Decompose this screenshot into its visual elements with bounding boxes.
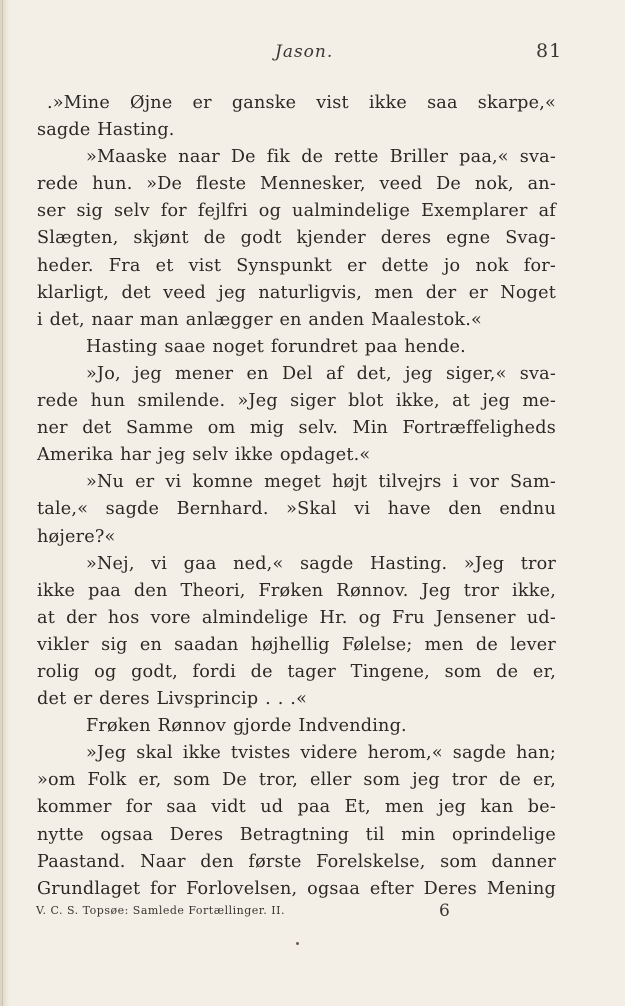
text-line: klarligt, det veed jeg naturligvis, men der er Noget	[37, 282, 556, 303]
text-line: ser sig selv for fejlfri og ualmindelige Exemplarer af	[37, 201, 556, 222]
text-line: at der hos vore almindelige Hr. og Fru Jensener ud-	[37, 607, 556, 628]
running-head-title: Jason.	[275, 42, 334, 62]
text-line: i det, naar man anlægger en anden Maalestok.«	[37, 309, 482, 330]
text-line: »om Folk er, som De tror, eller som jeg tror de er,	[37, 770, 556, 791]
text-line: »Nej, vi gaa ned,« sagde Hasting. »Jeg tror	[86, 553, 556, 574]
text-line: Slægten, skjønt de godt kjender deres egne Svag-	[37, 228, 556, 249]
text-line: rede hun smilende. »Jeg siger blot ikke, at jeg me-	[37, 391, 556, 412]
text-line: Amerika har jeg selv ikke opdaget.«	[37, 445, 371, 466]
text-line: sagde Hasting.	[37, 120, 175, 141]
text-line: »Maaske naar De fik de rette Briller paa,« sva-	[86, 147, 556, 168]
text-line: ikke paa den Theori, Frøken Rønnov. Jeg tror ikke,	[37, 580, 556, 601]
text-line: tale,« sagde Bernhard. »Skal vi have den endnu	[37, 499, 556, 520]
signature-text: V. C. S. Topsøe: Samlede Fortællinger. II.	[36, 904, 285, 917]
text-line: rede hun. »De fleste Mennesker, veed De nok, an-	[37, 174, 556, 195]
body-text	[37, 90, 556, 903]
text-line: rolig og godt, fordi de tager Tingene, som de er,	[37, 661, 556, 682]
text-line: højere?«	[37, 526, 116, 547]
text-line: Frøken Rønnov gjorde Indvending.	[86, 716, 407, 737]
text-line: det er deres Livsprincip . . .«	[37, 689, 308, 710]
text-line: vikler sig en saadan højhellig Følelse; men de lever	[37, 634, 556, 655]
text-line: »Jo, jeg mener en Del af det, jeg siger,« sva-	[86, 363, 556, 384]
text-line: Grundlaget for Forlovelsen, ogsaa efter Deres Mening	[37, 878, 556, 899]
text-line: nytte ogsaa Deres Betragtning til min oprindelige	[37, 824, 556, 845]
text-line: ner det Samme om mig selv. Min Fortræffeligheds	[37, 418, 556, 439]
page-gutter-line	[2, 0, 6, 1006]
running-head	[0, 38, 625, 68]
text-line: Hasting saae noget forundret paa hende.	[86, 336, 466, 357]
printer-signature-line	[36, 901, 476, 928]
text-line: Paastand. Naar den første Forelskelse, som danner	[37, 851, 556, 872]
page-number: 81	[536, 40, 563, 62]
paper-speck	[296, 942, 299, 945]
text-line: »Jeg skal ikke tvistes videre herom,« sagde han;	[86, 743, 556, 764]
text-line: kommer for saa vidt ud paa Et, men jeg kan be-	[37, 797, 556, 818]
text-line: »Nu er vi komne meget højt tilvejrs i vor Sam-	[86, 472, 556, 493]
signature-number: 6	[439, 901, 450, 921]
text-line: .»Mine Øjne er ganske vist ikke saa skarpe,«	[47, 93, 556, 113]
text-line: heder. Fra et vist Synspunkt er dette jo nok for-	[37, 255, 556, 276]
